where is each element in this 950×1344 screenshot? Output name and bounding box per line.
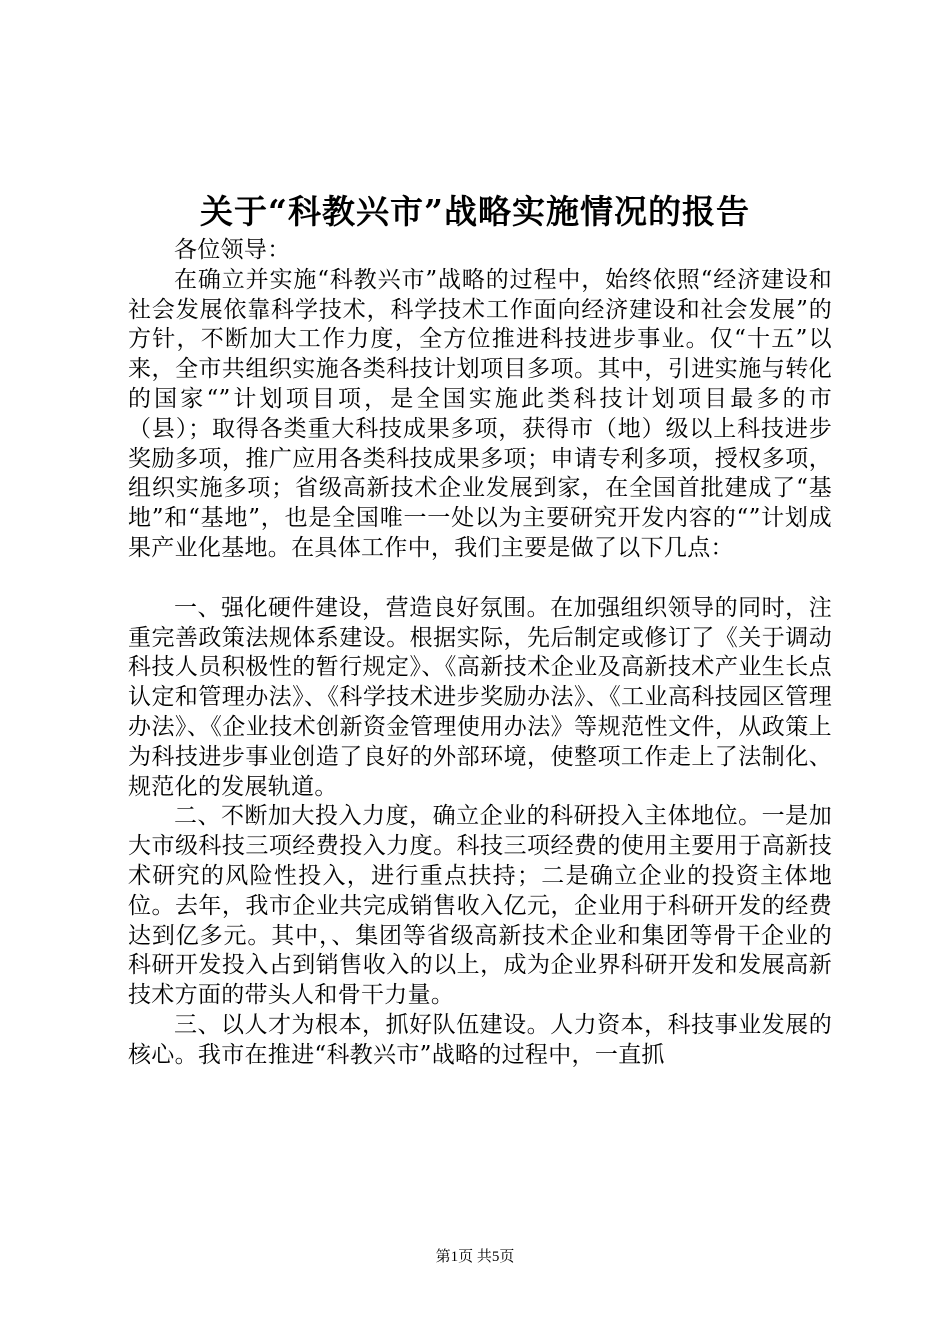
- paragraph-section-2: 二、不断加大投入力度，确立企业的科研投入主体地位。一是加大市级科技三项经费投入力度。科技三项经费的使用主要用于高新技术研究的风险性投入，进行重点扶持；二是确立企业的投资主体地位。去年，我市企业共完成销售收入亿元，企业用于科研开发的经费达到亿多元。其中，、集团等省级高新技术企业和集团等骨干企业的科研开发投入占到销售收入的以上，成为企业界科研开发和发展高新技术方面的带头人和骨干力量。: [128, 803, 832, 1009]
- paragraph-section-3: 三、以人才为根本，抓好队伍建设。人力资本，科技事业发展的核心。我市在推进“科教兴市”战略的过程中，一直抓: [128, 1011, 832, 1068]
- paragraph-section-1: 一、强化硬件建设，营造良好氛围。在加强组织领导的同时，注重完善政策法规体系建设。根据实际，先后制定或修订了《关于调动科技人员积极性的暂行规定》、《高新技术企业及高新技术产业生长点认定和管理办法》、《科学技术进步奖励办法》、《工业高科技园区管理办法》、《企业技术创新资金管理使用办法》等规范性文件，从政策上为科技进步事业创造了良好的外部环境，使整项工作走上了法制化、规范化的发展轨道。: [128, 594, 832, 800]
- salutation: 各位领导：: [174, 237, 291, 263]
- document-body: [128, 236, 832, 1071]
- page-footer: 第1页 共5页: [435, 1249, 515, 1265]
- paragraph-intro: 在确立并实施“科教兴市”战略的过程中，始终依照“经济建设和社会发展依靠科学技术，科学技术工作面向经济建设和社会发展”的方针，不断加大工作力度，全方位推进科技进步事业。仅“十五”以来，全市共组织实施各类科技计划项目多项。其中，引进实施与转化的国家“”计划项目项，是全国实施此类科技计划项目最多的市（县）；取得各类重大科技成果多项，获得市（地）级以上科技进步奖励多项，推广应用各类科技成果多项；申请专利多项，授权多项，组织实施多项；省级高新技术企业发展到家，在全国首批建成了“基地”和“基地”，也是全国唯一一处以为主要研究开发内容的“”计划成果产业化基地。在具体工作中，我们主要是做了以下几点：: [128, 266, 832, 561]
- document-title: 关于“科教兴市”战略实施情况的报告: [200, 192, 750, 231]
